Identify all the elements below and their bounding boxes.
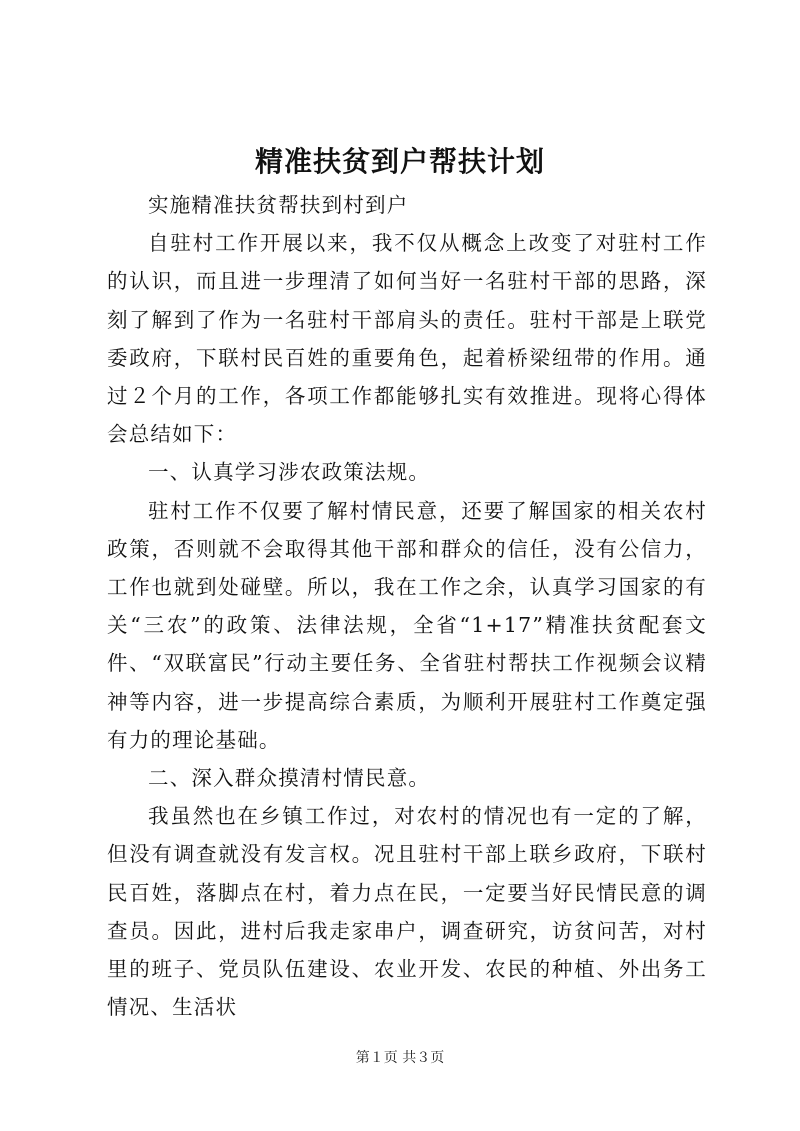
- document-body: [107, 186, 707, 1026]
- page-footer: 第１页 共３页: [355, 1050, 445, 1066]
- paragraph-section-2: 我虽然也在乡镇工作过，对农村的情况也有一定的了解，但没有调查就没有发言权。况且驻村干部上联乡政府，下联村民百姓，落脚点在村，着力点在民，一定要当好民情民意的调查员。因此，进村后我走家串户，调查研究，访贫问苦，对村里的班子、党员队伍建设、农业开发、农民的种植、外出务工情况、生活状: [107, 804, 707, 1020]
- section-heading-2: 二、深入群众摸清村情民意。: [148, 766, 431, 791]
- paragraph-subtitle: 实施精准扶贫帮扶到村到户: [148, 193, 409, 217]
- paragraph-section-1: 驻村工作不仅要了解村情民意，还要了解国家的相关农村政策，否则就不会取得其他干部和群众的信任，没有公信力，工作也就到处碰壁。所以，我在工作之余，认真学习国家的有关“三农”的政策、法律法规，全省“1+17”精准扶贫配套文件、“双联富民”行动主要任务、全省驻村帮扶工作视频会议精神等内容，进一步提高综合素质，为顺利开展驻村工作奠定强有力的理论基础。: [107, 498, 707, 752]
- document-title: 精准扶贫到户帮扶计划: [254, 145, 545, 178]
- paragraph-intro: 自驻村工作开展以来，我不仅从概念上改变了对驻村工作的认识，而且进一步理清了如何当好一名驻村干部的思路，深刻了解到了作为一名驻村干部肩头的责任。驻村干部是上联党委政府，下联村民百姓的重要角色，起着桥梁纽带的作用。通过２个月的工作，各项工作都能够扎实有效推进。现将心得体会总结如下：: [107, 231, 707, 447]
- section-heading-1: 一、认真学习涉农政策法规。: [148, 460, 431, 485]
